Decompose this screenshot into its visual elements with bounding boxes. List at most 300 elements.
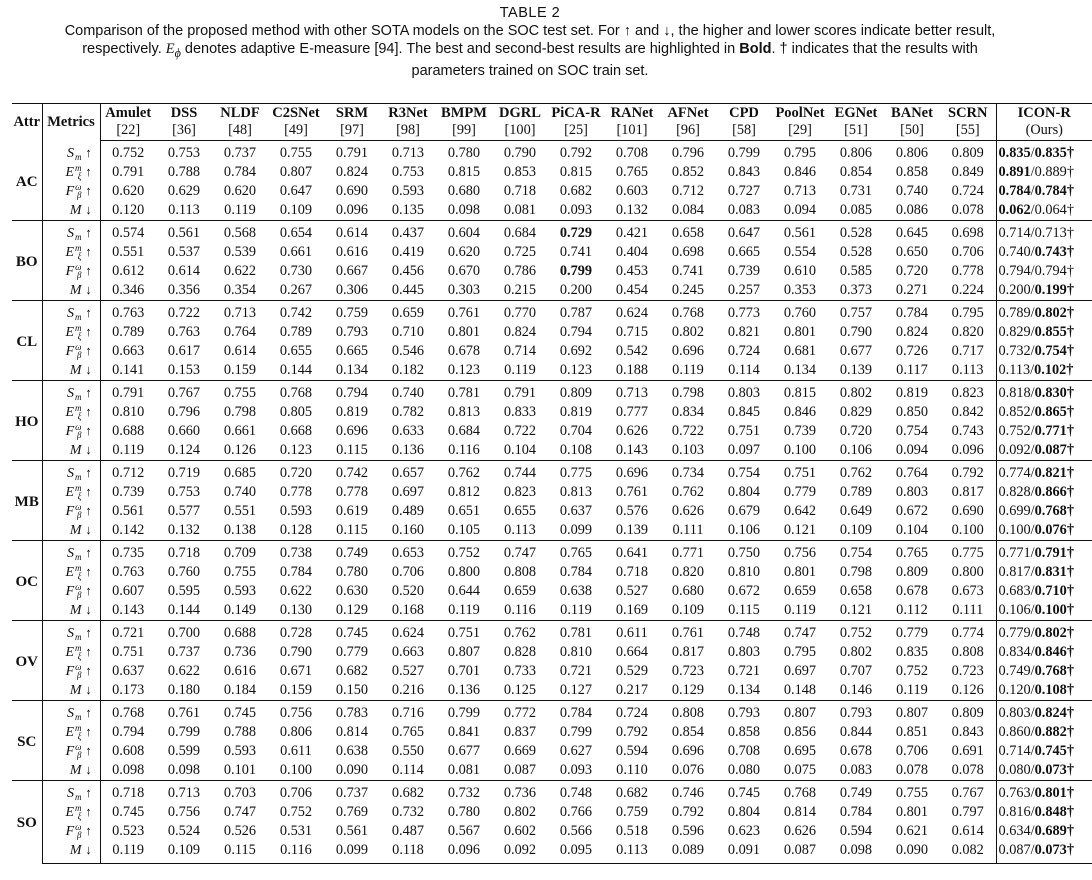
value-cell: 0.585 — [839, 263, 873, 279]
value-cell: 0.819 — [559, 404, 593, 420]
value-cell: 0.660 — [167, 423, 201, 439]
attr-label: BO — [12, 220, 42, 300]
value-cell: 0.120 — [112, 202, 145, 218]
value-cell: 0.732 — [436, 780, 492, 803]
table-row — [12, 220, 1092, 243]
value-cell: 0.638 — [335, 743, 369, 759]
value-cell: 0.453 — [615, 263, 649, 279]
icon-r-cell: 0.860/0.882† — [998, 724, 1074, 740]
value-cell: 0.843 — [727, 164, 761, 180]
arrow-up-icon: ↑ — [85, 483, 92, 499]
value-cell: 0.527 — [391, 663, 425, 679]
value-cell: 0.747 — [223, 804, 257, 820]
value-cell: 0.688 — [112, 423, 145, 439]
value-cell: 0.098 — [447, 202, 481, 218]
metric-scripts: m — [75, 312, 82, 323]
value-cell: 0.801 — [783, 564, 817, 580]
value-cell: 0.577 — [167, 503, 201, 519]
value-cell: 0.765 — [548, 540, 604, 563]
value-cell: 0.116 — [448, 442, 480, 458]
method-name: DSS — [170, 105, 198, 121]
value-cell: 0.087 — [503, 762, 537, 778]
value-cell: 0.614 — [223, 343, 257, 359]
metric-label — [42, 822, 100, 841]
icon-r-value: 0.829 — [998, 324, 1031, 340]
value-cell: 0.106 — [839, 442, 873, 458]
value-cell: 0.134 — [727, 682, 761, 698]
value-cell: 0.607 — [112, 583, 145, 599]
value-cell: 0.761 — [156, 700, 212, 723]
value-cell: 0.743 — [940, 422, 996, 441]
metric-symbol: F ω β — [65, 742, 82, 761]
value-cell: 0.709 — [212, 540, 268, 563]
value-cell: 0.084 — [671, 202, 705, 218]
value-cell: 0.698 — [940, 220, 996, 243]
metric-label — [42, 563, 100, 582]
arrow-up-icon: ↑ — [85, 582, 92, 598]
value-cell: 0.099 — [324, 841, 380, 864]
metric-label — [42, 323, 100, 342]
icon-r-value-trained: 0.882† — [1034, 724, 1074, 740]
arrow-up-icon: ↑ — [85, 403, 92, 419]
value-cell: 0.813 — [559, 484, 593, 500]
value-cell: 0.784 — [548, 700, 604, 723]
icon-r-value-trained: 0.866† — [1034, 484, 1074, 500]
value-cell: 0.834 — [671, 404, 705, 420]
value-cell: 0.134 — [335, 362, 369, 378]
table-row — [12, 563, 1092, 582]
value-cell: 0.523 — [112, 823, 145, 839]
value-cell: 0.736 — [223, 644, 257, 660]
value-cell: 0.806 — [895, 145, 929, 162]
table-row — [12, 601, 1092, 621]
value-cell: 0.168 — [391, 602, 425, 618]
value-cell: 0.524 — [167, 823, 201, 839]
value-cell: 0.791 — [100, 380, 156, 403]
icon-r-value: 0.818 — [998, 385, 1031, 401]
metric-scripts: ω β — [75, 662, 82, 681]
value-cell: 0.718 — [503, 183, 537, 199]
value-cell: 0.550 — [391, 743, 425, 759]
value-cell: 0.134 — [783, 362, 817, 378]
value-cell: 0.833 — [503, 404, 537, 420]
method-ref: [25] — [548, 123, 604, 141]
table-row — [12, 803, 1092, 822]
value-cell: 0.799 — [559, 263, 593, 279]
attr-label: OV — [12, 620, 42, 700]
value-cell: 0.735 — [100, 540, 156, 563]
metric-scripts: m ξ — [75, 243, 82, 262]
value-cell: 0.791 — [492, 380, 548, 403]
value-cell: 0.148 — [783, 682, 817, 698]
value-cell: 0.126 — [940, 681, 996, 701]
value-cell: 0.778 — [279, 484, 313, 500]
icon-r-value: 0.683 — [998, 583, 1031, 599]
value-cell: 0.561 — [335, 823, 369, 839]
table-row — [12, 361, 1092, 381]
value-cell: 0.611 — [280, 743, 312, 759]
value-cell: 0.763 — [112, 564, 145, 580]
metric-scripts: ω β — [75, 422, 82, 441]
metric-scripts: m — [75, 792, 82, 803]
method-ref: [29] — [772, 123, 828, 141]
value-cell: 0.568 — [212, 220, 268, 243]
table-row — [12, 761, 1092, 781]
value-cell: 0.712 — [100, 460, 156, 483]
value-cell: 0.554 — [783, 244, 817, 260]
value-cell: 0.087 — [772, 841, 828, 864]
value-cell: 0.802 — [503, 804, 537, 820]
value-cell: 0.739 — [112, 484, 145, 500]
arrow-up-icon: ↑ — [85, 384, 92, 400]
value-cell: 0.620 — [112, 183, 145, 199]
value-cell: 0.130 — [279, 602, 313, 618]
icon-r-value: 0.732 — [998, 343, 1031, 359]
value-cell: 0.616 — [335, 244, 369, 260]
value-cell: 0.809 — [940, 700, 996, 723]
value-cell: 0.807 — [279, 164, 313, 180]
table-row — [12, 700, 1092, 723]
icon-r-cell: 0.100/0.076† — [998, 522, 1074, 538]
value-cell: 0.271 — [895, 282, 929, 298]
icon-r-value: 0.120 — [998, 682, 1031, 698]
icon-r-value: 0.634 — [998, 823, 1031, 839]
value-cell: 0.629 — [167, 183, 201, 199]
icon-r-value: 0.835 — [998, 145, 1031, 162]
value-cell: 0.820 — [671, 564, 705, 580]
value-cell: 0.677 — [839, 343, 873, 359]
value-cell: 0.803 — [895, 484, 929, 500]
value-cell: 0.697 — [783, 663, 817, 679]
metric-symbol: S m — [67, 625, 82, 643]
icon-r-value-trained: 0.848† — [1034, 804, 1074, 820]
metric-label — [42, 601, 100, 621]
icon-r-cell: 0.087/0.073† — [996, 841, 1092, 864]
icon-r-value: 0.779 — [998, 625, 1031, 641]
value-cell: 0.086 — [895, 202, 929, 218]
value-cell: 0.792 — [940, 460, 996, 483]
caption-symbol: $E_\phi$ — [165, 41, 181, 60]
value-cell: 0.807 — [884, 700, 940, 723]
value-cell: 0.614 — [324, 220, 380, 243]
metric-symbol: M — [69, 202, 82, 218]
value-cell: 0.135 — [391, 202, 425, 218]
value-cell: 0.799 — [559, 724, 593, 740]
value-cell: 0.722 — [503, 423, 537, 439]
value-cell: 0.098 — [167, 762, 201, 778]
value-cell: 0.672 — [727, 583, 761, 599]
method-name: BANet — [891, 105, 933, 121]
value-cell: 0.353 — [783, 282, 817, 298]
value-cell: 0.697 — [391, 484, 425, 500]
arrow-up-icon: ↑ — [85, 464, 92, 480]
value-cell: 0.121 — [839, 602, 873, 618]
arrow-up-icon: ↑ — [85, 224, 92, 240]
value-cell: 0.770 — [492, 300, 548, 323]
value-cell: 0.678 — [447, 343, 481, 359]
value-cell: 0.724 — [727, 343, 761, 359]
icon-r-cell: 0.752/0.771† — [998, 423, 1074, 439]
value-cell: 0.690 — [335, 183, 369, 199]
arrow-up-icon: ↑ — [85, 342, 92, 358]
value-cell: 0.090 — [884, 841, 940, 864]
metric-label — [42, 441, 100, 461]
value-cell: 0.528 — [839, 244, 873, 260]
value-cell: 0.127 — [559, 682, 593, 698]
value-cell: 0.790 — [839, 324, 873, 340]
value-cell: 0.078 — [895, 762, 929, 778]
value-cell: 0.762 — [671, 484, 705, 500]
arrow-down-icon: ↓ — [85, 601, 92, 617]
value-cell: 0.768 — [660, 300, 716, 323]
icon-r-cell: 0.816/0.848† — [998, 804, 1074, 820]
value-cell: 0.754 — [828, 540, 884, 563]
value-cell: 0.136 — [447, 682, 481, 698]
value-cell: 0.621 — [895, 823, 929, 839]
value-cell: 0.115 — [728, 602, 760, 618]
value-cell: 0.680 — [447, 183, 481, 199]
value-cell: 0.123 — [447, 362, 481, 378]
icon-r-value: 0.803 — [998, 705, 1031, 721]
value-cell: 0.114 — [728, 362, 760, 378]
value-cell: 0.100 — [783, 442, 817, 458]
arrow-up-icon: ↑ — [85, 502, 92, 518]
value-cell: 0.641 — [604, 540, 660, 563]
metric-label — [42, 483, 100, 502]
icon-r-value-trained: 0.831† — [1034, 564, 1074, 580]
arrow-up-icon: ↑ — [85, 323, 92, 339]
metric-symbol: E m ξ — [65, 483, 82, 502]
value-cell: 0.701 — [447, 663, 481, 679]
metric-label — [42, 262, 100, 281]
value-cell: 0.777 — [615, 404, 649, 420]
metric-symbol: E m ξ — [65, 563, 82, 582]
method-ref: [96] — [660, 123, 716, 141]
icon-r-value: 0.080 — [998, 762, 1031, 778]
value-cell: 0.757 — [828, 300, 884, 323]
arrow-up-icon: ↑ — [85, 784, 92, 800]
value-cell: 0.094 — [783, 202, 817, 218]
value-cell: 0.773 — [716, 300, 772, 323]
value-cell: 0.817 — [940, 483, 996, 502]
metric-label — [42, 662, 100, 681]
value-cell: 0.608 — [112, 743, 145, 759]
value-cell: 0.143 — [615, 442, 649, 458]
icon-r-value: 0.774 — [998, 465, 1031, 481]
metric-symbol: F ω β — [65, 422, 82, 441]
value-cell: 0.100 — [279, 762, 313, 778]
table-row — [12, 281, 1092, 301]
value-cell: 0.454 — [615, 282, 649, 298]
value-cell: 0.717 — [940, 342, 996, 361]
value-cell: 0.721 — [727, 663, 761, 679]
value-cell: 0.576 — [615, 503, 649, 519]
metric-scripts: m ξ — [75, 723, 82, 742]
arrow-up-icon: ↑ — [85, 544, 92, 560]
value-cell: 0.813 — [447, 404, 481, 420]
value-cell: 0.806 — [279, 724, 313, 740]
value-cell: 0.708 — [727, 743, 761, 759]
value-cell: 0.793 — [335, 324, 369, 340]
table-row — [12, 483, 1092, 502]
metric-scripts: m ξ — [75, 163, 82, 182]
icon-r-cell: 0.080/0.073† — [998, 762, 1074, 778]
value-cell: 0.119 — [112, 442, 145, 458]
metric-label — [42, 681, 100, 701]
value-cell: 0.245 — [671, 282, 705, 298]
value-cell: 0.624 — [604, 300, 660, 323]
value-cell: 0.593 — [223, 743, 257, 759]
value-cell: 0.854 — [839, 164, 873, 180]
value-cell: 0.793 — [716, 700, 772, 723]
value-cell: 0.684 — [447, 423, 481, 439]
value-cell: 0.599 — [167, 743, 201, 759]
value-cell: 0.117 — [896, 362, 928, 378]
arrow-up-icon: ↑ — [85, 822, 92, 838]
value-cell: 0.184 — [223, 682, 257, 698]
metric-label — [42, 620, 100, 643]
value-cell: 0.085 — [839, 202, 873, 218]
value-cell: 0.850 — [895, 404, 929, 420]
value-cell: 0.527 — [615, 583, 649, 599]
metric-symbol: E m ξ — [65, 723, 82, 742]
value-cell: 0.603 — [615, 183, 649, 199]
value-cell: 0.658 — [839, 583, 873, 599]
metric-scripts: ω β — [75, 742, 82, 761]
metric-label — [42, 243, 100, 262]
metric-symbol: E m ξ — [65, 323, 82, 342]
icon-r-cell: 0.634/0.689† — [998, 823, 1074, 839]
icon-r-cell: 0.789/0.802† — [996, 300, 1092, 323]
icon-r-cell: 0.732/0.754† — [998, 343, 1074, 359]
metric-label — [42, 300, 100, 323]
value-cell: 0.751 — [112, 644, 145, 660]
icon-r-value: 0.763 — [998, 785, 1031, 801]
value-cell: 0.619 — [335, 503, 369, 519]
value-cell: 0.637 — [559, 503, 593, 519]
metric-symbol: S m — [67, 785, 82, 803]
value-cell: 0.730 — [279, 263, 313, 279]
value-cell: 0.854 — [671, 724, 705, 740]
value-cell: 0.595 — [167, 583, 201, 599]
table-row — [12, 243, 1092, 262]
value-cell: 0.752 — [112, 145, 145, 162]
value-cell: 0.858 — [895, 164, 929, 180]
value-cell: 0.099 — [559, 522, 593, 538]
metric-label — [42, 422, 100, 441]
value-cell: 0.665 — [335, 343, 369, 359]
value-cell: 0.677 — [447, 743, 481, 759]
value-cell: 0.739 — [783, 423, 817, 439]
icon-r-value: 0.740 — [998, 244, 1031, 260]
value-cell: 0.751 — [436, 620, 492, 643]
metric-symbol: E m ξ — [65, 803, 82, 822]
table-row — [12, 723, 1092, 742]
value-cell: 0.814 — [335, 724, 369, 740]
caption-bold-word: Bold — [739, 41, 772, 57]
value-cell: 0.123 — [279, 442, 313, 458]
metric-label — [42, 163, 100, 182]
value-cell: 0.768 — [772, 780, 828, 803]
metric-symbol: F ω β — [65, 342, 82, 361]
metric-symbol: M — [69, 762, 82, 778]
value-cell: 0.718 — [615, 564, 649, 580]
value-cell: 0.760 — [167, 564, 201, 580]
value-cell: 0.794 — [324, 380, 380, 403]
icon-r-cell: 0.714/0.745† — [998, 743, 1074, 759]
value-cell: 0.682 — [380, 780, 436, 803]
value-cell: 0.653 — [380, 540, 436, 563]
value-cell: 0.747 — [772, 620, 828, 643]
value-cell: 0.620 — [223, 183, 257, 199]
value-cell: 0.626 — [783, 823, 817, 839]
metric-label — [42, 281, 100, 301]
value-cell: 0.617 — [167, 343, 201, 359]
value-cell: 0.741 — [671, 263, 705, 279]
value-cell: 0.801 — [447, 324, 481, 340]
value-cell: 0.661 — [279, 244, 313, 260]
icon-r-cell: 0.763/0.801† — [996, 780, 1092, 803]
value-cell: 0.700 — [156, 620, 212, 643]
value-cell: 0.799 — [167, 724, 201, 740]
value-cell: 0.119 — [784, 602, 816, 618]
value-cell: 0.837 — [503, 724, 537, 740]
metric-scripts: ω β — [75, 502, 82, 521]
value-cell: 0.561 — [156, 220, 212, 243]
value-cell: 0.103 — [671, 442, 705, 458]
value-cell: 0.745 — [716, 780, 772, 803]
value-cell: 0.774 — [940, 620, 996, 643]
value-cell: 0.594 — [615, 743, 649, 759]
icon-r-cell: 0.829/0.855† — [998, 324, 1074, 340]
value-cell: 0.744 — [492, 460, 548, 483]
value-cell: 0.755 — [212, 380, 268, 403]
value-cell: 0.723 — [940, 662, 996, 681]
table-row — [12, 460, 1092, 483]
method-ref: [22] — [100, 123, 156, 141]
method-ref: [99] — [436, 123, 492, 141]
arrow-up-icon: ↑ — [85, 624, 92, 640]
arrow-up-icon: ↑ — [85, 742, 92, 758]
value-cell: 0.714 — [503, 343, 537, 359]
value-cell: 0.799 — [727, 145, 761, 162]
method-name: Amulet — [105, 105, 152, 121]
value-cell: 0.812 — [447, 484, 481, 500]
value-cell: 0.803 — [727, 644, 761, 660]
value-cell: 0.678 — [895, 583, 929, 599]
metric-symbol: M — [69, 682, 82, 698]
value-cell: 0.100 — [940, 521, 996, 541]
value-cell: 0.696 — [335, 423, 369, 439]
header-row-refs — [12, 123, 1092, 141]
results-table — [12, 103, 1092, 864]
caption-line-2-post: . † indicates that the results with — [771, 41, 978, 57]
value-cell: 0.094 — [895, 442, 929, 458]
value-cell: 0.620 — [447, 244, 481, 260]
value-cell: 0.080 — [727, 762, 761, 778]
value-cell: 0.745 — [324, 620, 380, 643]
method-name: PoolNet — [775, 105, 825, 121]
metric-symbol: S m — [67, 385, 82, 403]
value-cell: 0.680 — [671, 583, 705, 599]
value-cell: 0.679 — [727, 503, 761, 519]
table-row — [12, 742, 1092, 761]
value-cell: 0.111 — [672, 522, 704, 538]
value-cell: 0.756 — [772, 540, 828, 563]
value-cell: 0.752 — [828, 620, 884, 643]
value-cell: 0.267 — [279, 282, 313, 298]
value-cell: 0.767 — [156, 380, 212, 403]
